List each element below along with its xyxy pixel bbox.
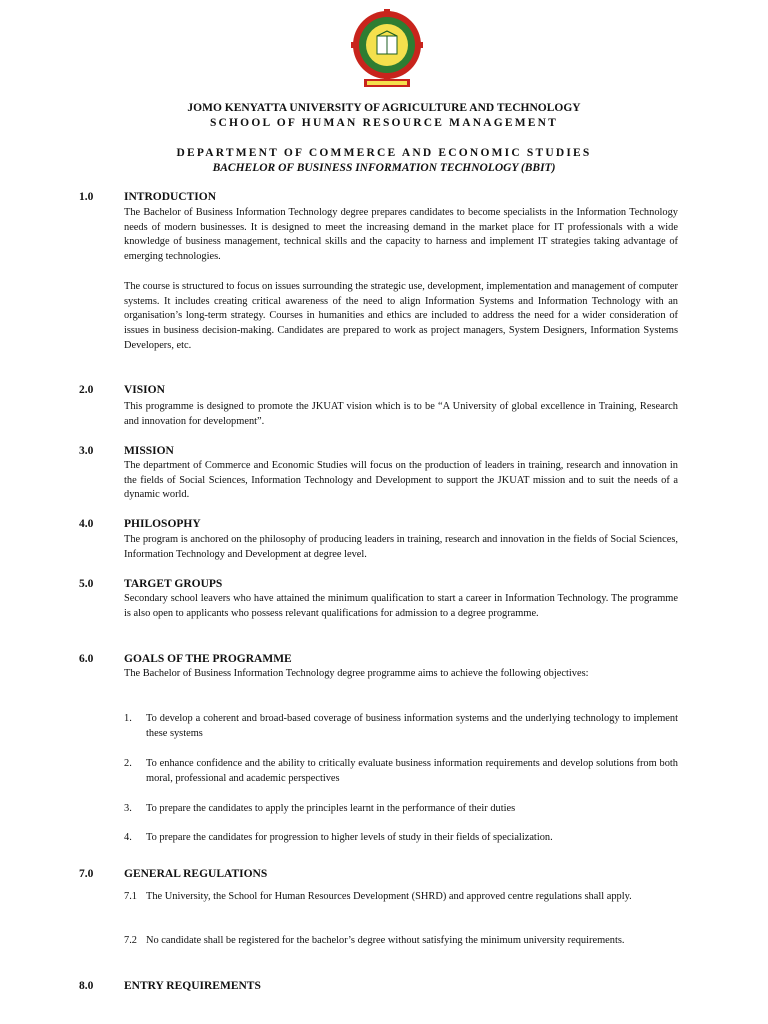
school-name: SCHOOL OF HUMAN RESOURCE MANAGEMENT — [209, 117, 559, 129]
list-text: To develop a coherent and broad-based coverage of business information systems and the underlying technology to implement these systems — [146, 713, 678, 739]
section-number: 6.0 — [79, 653, 94, 665]
regulation-number: 7.1 — [124, 891, 137, 902]
section-title: INTRODUCTION — [124, 191, 217, 203]
mission-paragraph: The department of Commerce and Economic Studies will focus on the production of leaders in training, research and innovation in the fields of Social Sciences, Information Technology and Development to support the JKUAT mission and to suit the needs of a dynamic world. — [124, 460, 678, 501]
goal-list-item — [124, 711, 678, 741]
section-title: VISION — [124, 384, 165, 396]
introduction-paragraph-2: The course is structured to focus on issues surrounding the strategic use, development, implementation and management of computer systems. It includes creating critical awareness of the need to align Information Systems and Information Technology with an organisation’s long-term strategy. Courses in humanities and ethics are included to address the need for a wider consideration of issues in business decision-making. Candidates are prepared to work as project managers, System Designers, Information Systems Developers, etc. — [124, 281, 678, 351]
department-name: DEPARTMENT OF COMMERCE AND ECONOMIC STUDIES — [176, 147, 592, 159]
goal-list-item — [124, 801, 678, 816]
philosophy-paragraph: The program is anchored on the philosophy of producing leaders in training, research and innovation in the fields of Social Sciences, Information Technology and Development at degree level. — [124, 534, 678, 560]
programme-name: BACHELOR OF BUSINESS INFORMATION TECHNOLOGY (BBIT) — [212, 162, 556, 174]
section-number: 5.0 — [79, 578, 94, 590]
goal-list-item — [124, 830, 678, 845]
introduction-paragraph-1: The Bachelor of Business Information Technology degree prepares candidates to become specialists in the Information Technology needs of modern businesses. It is designed to meet the increasing demand in the market place for IT professionals with a wide knowledge of business management, technical skills and the capacity to harness and implement IT strategies taking advantage of emerging technologies. — [124, 207, 678, 263]
regulation-text: The University, the School for Human Resources Development (SHRD) and approved centre regulations shall apply. — [146, 891, 632, 902]
target-groups-paragraph: Secondary school leavers who have attained the minimum qualification to start a career in Information Technology. The programme is also open to applicants who possess relevant qualifications for admission to a degree programme. — [124, 593, 678, 619]
goal-list-item — [124, 756, 678, 786]
vision-paragraph: This programme is designed to promote the JKUAT vision which is to be “A University of global excellence in Training, Research and innovation for development”. — [124, 401, 678, 427]
section-title: GENERAL REGULATIONS — [124, 868, 268, 880]
list-number: 4. — [124, 832, 132, 843]
list-text: To enhance confidence and the ability to critically evaluate business information requirements and develop solutions from both moral, professional and academic perspectives — [146, 758, 678, 784]
list-number: 2. — [124, 758, 132, 769]
university-crest-logo — [351, 9, 423, 93]
list-number: 3. — [124, 803, 132, 814]
section-number: 7.0 — [79, 868, 94, 880]
regulation-item — [124, 930, 678, 952]
list-number: 1. — [124, 713, 132, 724]
goals-intro-paragraph: The Bachelor of Business Information Technology degree programme aims to achieve the following objectives: — [124, 668, 589, 679]
section-title: GOALS OF THE PROGRAMME — [124, 653, 292, 665]
section-title: TARGET GROUPS — [124, 578, 223, 590]
section-number: 2.0 — [79, 384, 94, 396]
regulation-item — [124, 886, 678, 908]
section-number: 3.0 — [79, 445, 94, 457]
section-title: MISSION — [124, 445, 174, 457]
list-text: To prepare the candidates to apply the principles learnt in the performance of their duties — [146, 803, 516, 814]
section-title: PHILOSOPHY — [124, 518, 201, 530]
section-number: 8.0 — [79, 980, 94, 992]
list-text: To prepare the candidates for progression to higher levels of study in their fields of specialization. — [146, 832, 553, 843]
university-name: JOMO KENYATTA UNIVERSITY OF AGRICULTURE AND TECHNOLOGY — [187, 102, 581, 114]
section-title: ENTRY REQUIREMENTS — [124, 980, 261, 992]
regulation-number: 7.2 — [124, 935, 137, 946]
section-number: 4.0 — [79, 518, 94, 530]
regulation-text: No candidate shall be registered for the bachelor’s degree without satisfying the minimum university requirements. — [146, 935, 625, 946]
section-number: 1.0 — [79, 191, 94, 203]
